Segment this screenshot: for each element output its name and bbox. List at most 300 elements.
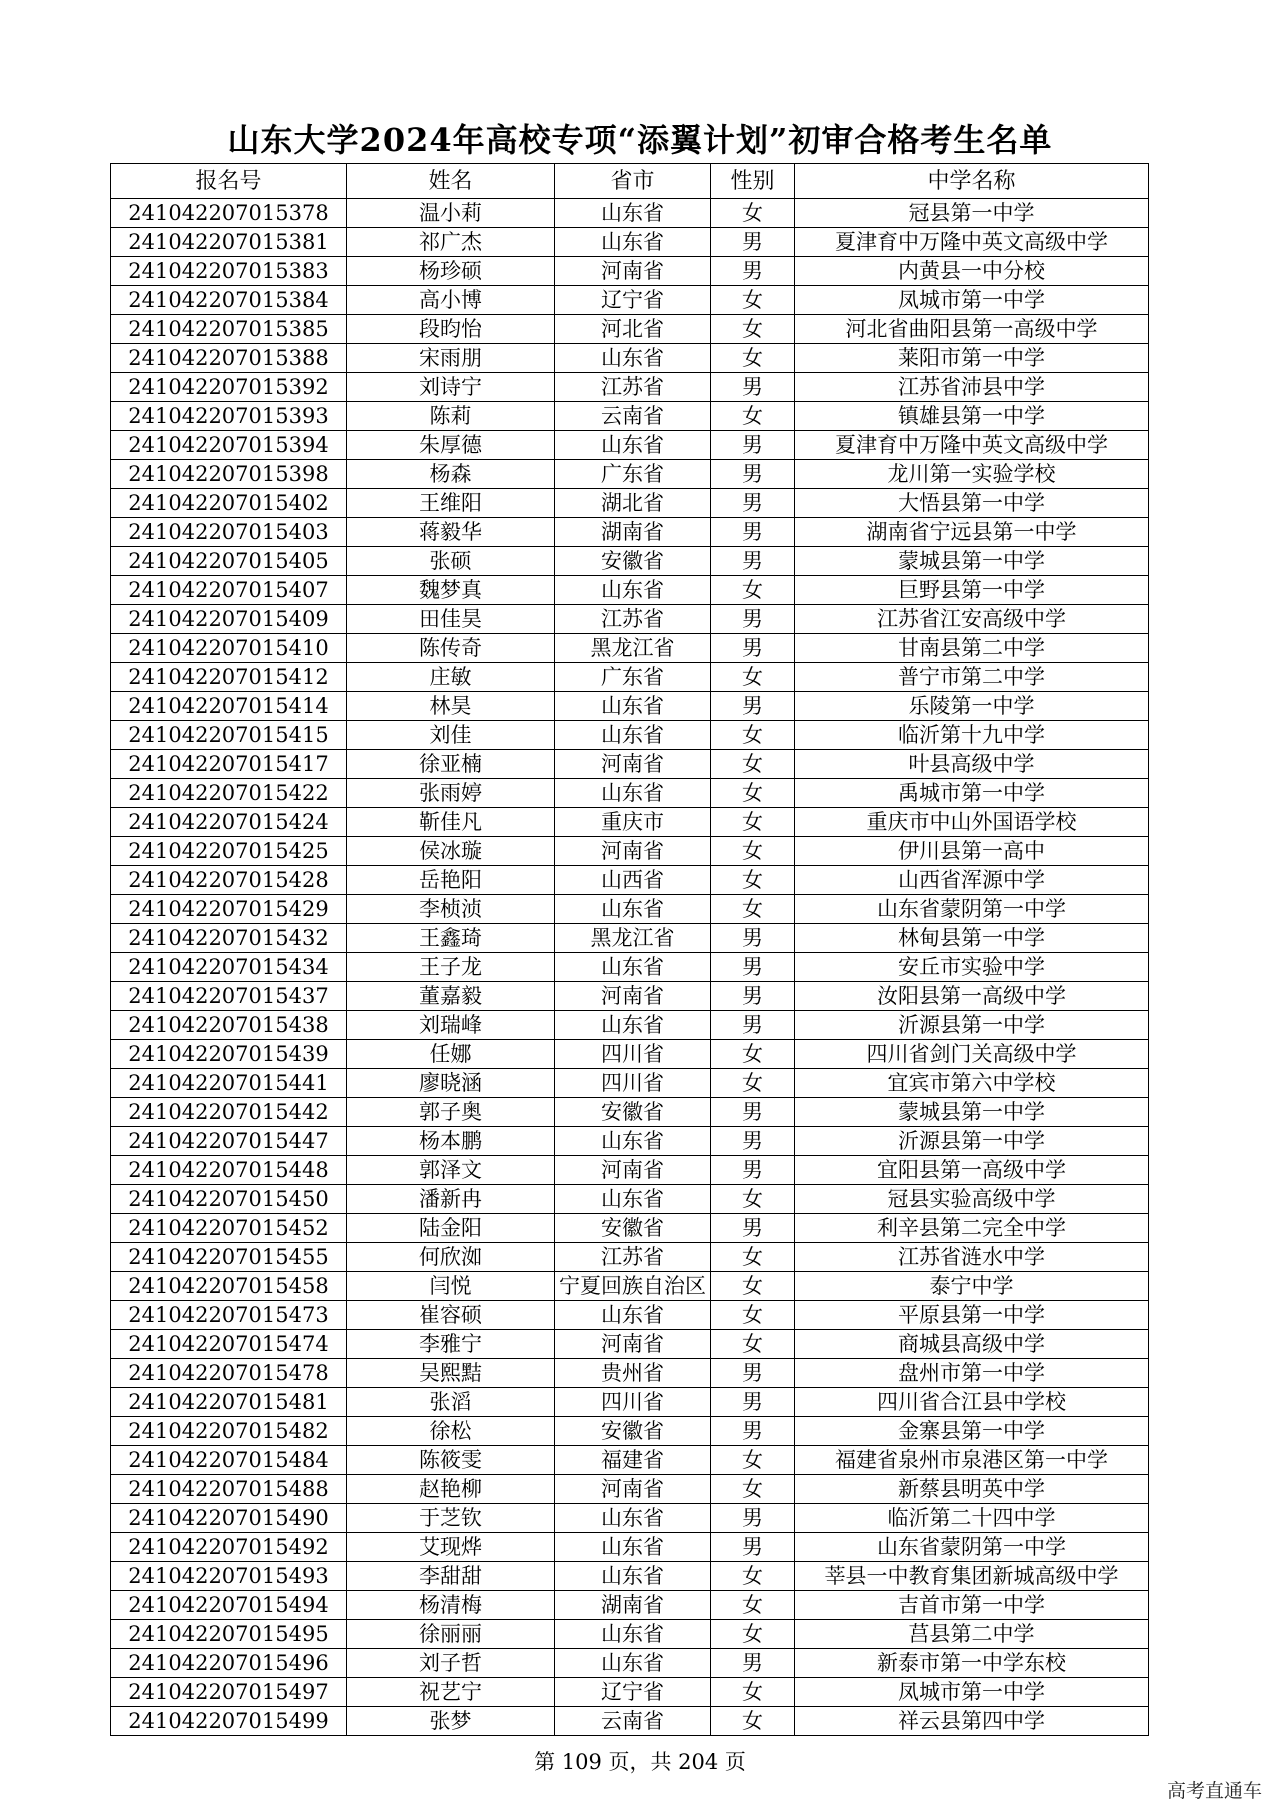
table-row [111, 953, 1149, 982]
cell-name: 刘诗宁 [347, 373, 555, 402]
cell-registration-number: 241042207015432 [111, 924, 347, 953]
cell-name: 侯冰璇 [347, 837, 555, 866]
cell-province: 河南省 [555, 1475, 711, 1504]
cell-school: 河北省曲阳县第一高级中学 [795, 315, 1149, 344]
table-row [111, 460, 1149, 489]
cell-gender: 女 [711, 1620, 795, 1649]
cell-province: 广东省 [555, 460, 711, 489]
cell-province: 云南省 [555, 1707, 711, 1736]
column-header-registration-number: 报名号 [111, 164, 347, 199]
cell-province: 湖南省 [555, 1591, 711, 1620]
cell-name: 徐松 [347, 1417, 555, 1446]
cell-name: 靳佳凡 [347, 808, 555, 837]
cell-province: 山东省 [555, 431, 711, 460]
cell-name: 王子龙 [347, 953, 555, 982]
cell-gender: 女 [711, 1707, 795, 1736]
cell-gender: 男 [711, 1359, 795, 1388]
cell-school: 临沂第十九中学 [795, 721, 1149, 750]
table-row [111, 257, 1149, 286]
cell-registration-number: 241042207015410 [111, 634, 347, 663]
cell-registration-number: 241042207015393 [111, 402, 347, 431]
cell-school: 安丘市实验中学 [795, 953, 1149, 982]
cell-name: 廖晓涵 [347, 1069, 555, 1098]
cell-gender: 男 [711, 1011, 795, 1040]
cell-province: 山西省 [555, 866, 711, 895]
cell-name: 陈莉 [347, 402, 555, 431]
cell-gender: 女 [711, 1591, 795, 1620]
cell-registration-number: 241042207015452 [111, 1214, 347, 1243]
cell-gender: 女 [711, 1040, 795, 1069]
cell-registration-number: 241042207015398 [111, 460, 347, 489]
cell-school: 莘县一中教育集团新城高级中学 [795, 1562, 1149, 1591]
cell-name: 郭泽文 [347, 1156, 555, 1185]
cell-registration-number: 241042207015473 [111, 1301, 347, 1330]
cell-name: 祝艺宁 [347, 1678, 555, 1707]
cell-gender: 男 [711, 1214, 795, 1243]
cell-registration-number: 241042207015388 [111, 344, 347, 373]
cell-registration-number: 241042207015496 [111, 1649, 347, 1678]
cell-school: 冠县实验高级中学 [795, 1185, 1149, 1214]
table-row [111, 1446, 1149, 1475]
cell-school: 普宁市第二中学 [795, 663, 1149, 692]
cell-registration-number: 241042207015494 [111, 1591, 347, 1620]
table-row [111, 373, 1149, 402]
table-body [111, 199, 1149, 1736]
column-header-school: 中学名称 [795, 164, 1149, 199]
cell-school: 伊川县第一高中 [795, 837, 1149, 866]
cell-gender: 男 [711, 373, 795, 402]
cell-registration-number: 241042207015412 [111, 663, 347, 692]
cell-school: 金寨县第一中学 [795, 1417, 1149, 1446]
table-row [111, 1214, 1149, 1243]
table-row [111, 837, 1149, 866]
cell-name: 魏梦真 [347, 576, 555, 605]
cell-name: 张雨婷 [347, 779, 555, 808]
cell-province: 河南省 [555, 1156, 711, 1185]
cell-school: 汝阳县第一高级中学 [795, 982, 1149, 1011]
cell-gender: 女 [711, 286, 795, 315]
table-row [111, 518, 1149, 547]
cell-registration-number: 241042207015438 [111, 1011, 347, 1040]
cell-school: 宜宾市第六中学校 [795, 1069, 1149, 1098]
table-header-row [111, 164, 1149, 199]
cell-registration-number: 241042207015409 [111, 605, 347, 634]
cell-province: 山东省 [555, 953, 711, 982]
cell-name: 潘新冉 [347, 1185, 555, 1214]
cell-gender: 女 [711, 402, 795, 431]
table-row [111, 750, 1149, 779]
table-row [111, 1243, 1149, 1272]
cell-school: 祥云县第四中学 [795, 1707, 1149, 1736]
table-row [111, 576, 1149, 605]
candidate-table [110, 163, 1149, 1736]
cell-registration-number: 241042207015429 [111, 895, 347, 924]
cell-name: 田佳昊 [347, 605, 555, 634]
cell-province: 山东省 [555, 1562, 711, 1591]
cell-name: 杨森 [347, 460, 555, 489]
cell-registration-number: 241042207015385 [111, 315, 347, 344]
cell-gender: 女 [711, 1301, 795, 1330]
cell-province: 山东省 [555, 576, 711, 605]
cell-province: 山东省 [555, 1185, 711, 1214]
cell-province: 四川省 [555, 1069, 711, 1098]
table-row [111, 1272, 1149, 1301]
table-row [111, 663, 1149, 692]
cell-name: 高小博 [347, 286, 555, 315]
cell-gender: 女 [711, 750, 795, 779]
cell-province: 山东省 [555, 1301, 711, 1330]
cell-school: 甘南县第二中学 [795, 634, 1149, 663]
table-row [111, 721, 1149, 750]
cell-school: 夏津育中万隆中英文高级中学 [795, 228, 1149, 257]
cell-name: 蒋毅华 [347, 518, 555, 547]
cell-province: 河南省 [555, 750, 711, 779]
cell-registration-number: 241042207015403 [111, 518, 347, 547]
cell-name: 张滔 [347, 1388, 555, 1417]
table-row [111, 228, 1149, 257]
cell-province: 山东省 [555, 779, 711, 808]
cell-name: 何欣洳 [347, 1243, 555, 1272]
cell-school: 江苏省沛县中学 [795, 373, 1149, 402]
cell-name: 赵艳柳 [347, 1475, 555, 1504]
cell-registration-number: 241042207015384 [111, 286, 347, 315]
cell-school: 重庆市中山外国语学校 [795, 808, 1149, 837]
watermark: 高考直通车 [1166, 1780, 1262, 1802]
cell-school: 盘州市第一中学 [795, 1359, 1149, 1388]
cell-school: 山西省浑源中学 [795, 866, 1149, 895]
cell-registration-number: 241042207015478 [111, 1359, 347, 1388]
page-title: 山东大学2024年高校专项“添翼计划”初审合格考生名单 [227, 121, 1053, 159]
cell-registration-number: 241042207015425 [111, 837, 347, 866]
cell-registration-number: 241042207015448 [111, 1156, 347, 1185]
cell-school: 江苏省江安高级中学 [795, 605, 1149, 634]
cell-name: 于芝钦 [347, 1504, 555, 1533]
cell-province: 广东省 [555, 663, 711, 692]
cell-name: 吴熙黠 [347, 1359, 555, 1388]
cell-gender: 男 [711, 953, 795, 982]
table-row [111, 1475, 1149, 1504]
cell-province: 宁夏回族自治区 [555, 1272, 711, 1301]
cell-registration-number: 241042207015402 [111, 489, 347, 518]
cell-registration-number: 241042207015414 [111, 692, 347, 721]
table-row [111, 315, 1149, 344]
table-row [111, 1040, 1149, 1069]
table-row [111, 1707, 1149, 1736]
table-row [111, 1330, 1149, 1359]
cell-gender: 男 [711, 1533, 795, 1562]
cell-gender: 女 [711, 1330, 795, 1359]
cell-province: 山东省 [555, 1533, 711, 1562]
cell-name: 李桢浈 [347, 895, 555, 924]
cell-gender: 女 [711, 576, 795, 605]
cell-gender: 男 [711, 1504, 795, 1533]
cell-province: 山东省 [555, 1649, 711, 1678]
cell-gender: 女 [711, 315, 795, 344]
page-number: 第 109 页，共 204 页 [534, 1750, 746, 1774]
cell-registration-number: 241042207015437 [111, 982, 347, 1011]
cell-gender: 男 [711, 518, 795, 547]
cell-registration-number: 241042207015378 [111, 199, 347, 228]
cell-name: 刘子哲 [347, 1649, 555, 1678]
table-row [111, 1504, 1149, 1533]
cell-school: 泰宁中学 [795, 1272, 1149, 1301]
table-row [111, 808, 1149, 837]
cell-name: 陈筱雯 [347, 1446, 555, 1475]
table-row [111, 402, 1149, 431]
cell-gender: 女 [711, 779, 795, 808]
cell-name: 祁广杰 [347, 228, 555, 257]
table-row [111, 866, 1149, 895]
cell-province: 黑龙江省 [555, 634, 711, 663]
cell-school: 沂源县第一中学 [795, 1127, 1149, 1156]
cell-gender: 女 [711, 199, 795, 228]
cell-school: 临沂第二十四中学 [795, 1504, 1149, 1533]
cell-province: 山东省 [555, 1620, 711, 1649]
cell-gender: 女 [711, 837, 795, 866]
table-row [111, 1562, 1149, 1591]
cell-name: 任娜 [347, 1040, 555, 1069]
cell-gender: 男 [711, 634, 795, 663]
cell-name: 刘佳 [347, 721, 555, 750]
table-row [111, 982, 1149, 1011]
table-row [111, 1649, 1149, 1678]
cell-gender: 男 [711, 1388, 795, 1417]
cell-province: 福建省 [555, 1446, 711, 1475]
cell-school: 沂源县第一中学 [795, 1011, 1149, 1040]
cell-registration-number: 241042207015441 [111, 1069, 347, 1098]
table-row [111, 1359, 1149, 1388]
cell-gender: 男 [711, 257, 795, 286]
cell-name: 段昀怡 [347, 315, 555, 344]
cell-school: 四川省剑门关高级中学 [795, 1040, 1149, 1069]
cell-registration-number: 241042207015490 [111, 1504, 347, 1533]
cell-registration-number: 241042207015481 [111, 1388, 347, 1417]
cell-province: 山东省 [555, 228, 711, 257]
cell-name: 徐丽丽 [347, 1620, 555, 1649]
cell-registration-number: 241042207015474 [111, 1330, 347, 1359]
cell-gender: 女 [711, 1272, 795, 1301]
cell-name: 李雅宁 [347, 1330, 555, 1359]
table-row [111, 924, 1149, 953]
table-row [111, 1069, 1149, 1098]
cell-province: 山东省 [555, 1504, 711, 1533]
cell-school: 凤城市第一中学 [795, 286, 1149, 315]
table-row [111, 431, 1149, 460]
cell-registration-number: 241042207015405 [111, 547, 347, 576]
cell-gender: 男 [711, 1098, 795, 1127]
cell-registration-number: 241042207015381 [111, 228, 347, 257]
cell-province: 江苏省 [555, 373, 711, 402]
cell-name: 林昊 [347, 692, 555, 721]
cell-gender: 女 [711, 1446, 795, 1475]
cell-name: 陆金阳 [347, 1214, 555, 1243]
table-row [111, 1011, 1149, 1040]
table-row [111, 1127, 1149, 1156]
cell-gender: 女 [711, 1069, 795, 1098]
cell-school: 平原县第一中学 [795, 1301, 1149, 1330]
cell-school: 福建省泉州市泉港区第一中学 [795, 1446, 1149, 1475]
cell-name: 杨珍硕 [347, 257, 555, 286]
cell-gender: 男 [711, 692, 795, 721]
cell-registration-number: 241042207015415 [111, 721, 347, 750]
cell-school: 利辛县第二完全中学 [795, 1214, 1149, 1243]
table-row [111, 286, 1149, 315]
cell-school: 吉首市第一中学 [795, 1591, 1149, 1620]
cell-province: 辽宁省 [555, 286, 711, 315]
table-row [111, 692, 1149, 721]
cell-school: 乐陵第一中学 [795, 692, 1149, 721]
cell-province: 河南省 [555, 1330, 711, 1359]
cell-name: 陈传奇 [347, 634, 555, 663]
cell-registration-number: 241042207015424 [111, 808, 347, 837]
cell-province: 安徽省 [555, 1417, 711, 1446]
cell-school: 大悟县第一中学 [795, 489, 1149, 518]
cell-school: 湖南省宁远县第一中学 [795, 518, 1149, 547]
cell-gender: 女 [711, 663, 795, 692]
cell-name: 刘瑞峰 [347, 1011, 555, 1040]
cell-registration-number: 241042207015492 [111, 1533, 347, 1562]
cell-school: 新蔡县明英中学 [795, 1475, 1149, 1504]
cell-gender: 女 [711, 1475, 795, 1504]
cell-gender: 女 [711, 1678, 795, 1707]
cell-province: 云南省 [555, 402, 711, 431]
cell-name: 闫悦 [347, 1272, 555, 1301]
cell-name: 庄敏 [347, 663, 555, 692]
cell-school: 龙川第一实验学校 [795, 460, 1149, 489]
cell-registration-number: 241042207015458 [111, 1272, 347, 1301]
cell-gender: 女 [711, 1243, 795, 1272]
cell-school: 内黄县一中分校 [795, 257, 1149, 286]
cell-province: 山东省 [555, 1127, 711, 1156]
cell-province: 江苏省 [555, 1243, 711, 1272]
cell-name: 温小莉 [347, 199, 555, 228]
cell-province: 河北省 [555, 315, 711, 344]
cell-province: 山东省 [555, 199, 711, 228]
cell-province: 河南省 [555, 982, 711, 1011]
table-row [111, 1185, 1149, 1214]
cell-name: 李甜甜 [347, 1562, 555, 1591]
cell-province: 四川省 [555, 1040, 711, 1069]
column-header-name: 姓名 [347, 164, 555, 199]
cell-gender: 女 [711, 344, 795, 373]
cell-province: 山东省 [555, 692, 711, 721]
table-row [111, 1301, 1149, 1330]
cell-registration-number: 241042207015428 [111, 866, 347, 895]
cell-gender: 男 [711, 1127, 795, 1156]
cell-school: 叶县高级中学 [795, 750, 1149, 779]
cell-name: 徐亚楠 [347, 750, 555, 779]
cell-registration-number: 241042207015484 [111, 1446, 347, 1475]
cell-school: 莒县第二中学 [795, 1620, 1149, 1649]
cell-gender: 女 [711, 1562, 795, 1591]
column-header-province: 省市 [555, 164, 711, 199]
cell-registration-number: 241042207015439 [111, 1040, 347, 1069]
table-row [111, 1388, 1149, 1417]
cell-province: 河南省 [555, 257, 711, 286]
cell-registration-number: 241042207015488 [111, 1475, 347, 1504]
cell-gender: 男 [711, 460, 795, 489]
cell-gender: 男 [711, 605, 795, 634]
table-row [111, 199, 1149, 228]
cell-gender: 女 [711, 866, 795, 895]
cell-school: 江苏省涟水中学 [795, 1243, 1149, 1272]
cell-school: 山东省蒙阴第一中学 [795, 1533, 1149, 1562]
cell-school: 新泰市第一中学东校 [795, 1649, 1149, 1678]
cell-province: 四川省 [555, 1388, 711, 1417]
cell-registration-number: 241042207015422 [111, 779, 347, 808]
cell-gender: 男 [711, 1417, 795, 1446]
cell-registration-number: 241042207015417 [111, 750, 347, 779]
cell-registration-number: 241042207015434 [111, 953, 347, 982]
cell-gender: 男 [711, 1649, 795, 1678]
table-row [111, 779, 1149, 808]
cell-gender: 女 [711, 721, 795, 750]
cell-gender: 男 [711, 924, 795, 953]
cell-province: 安徽省 [555, 547, 711, 576]
cell-school: 冠县第一中学 [795, 199, 1149, 228]
cell-school: 四川省合江县中学校 [795, 1388, 1149, 1417]
cell-school: 蒙城县第一中学 [795, 1098, 1149, 1127]
cell-gender: 男 [711, 228, 795, 257]
cell-name: 宋雨朋 [347, 344, 555, 373]
cell-gender: 男 [711, 489, 795, 518]
cell-gender: 男 [711, 547, 795, 576]
table-row [111, 344, 1149, 373]
cell-province: 山东省 [555, 1011, 711, 1040]
cell-province: 湖南省 [555, 518, 711, 547]
table-row [111, 605, 1149, 634]
table-row [111, 1098, 1149, 1127]
cell-school: 禹城市第一中学 [795, 779, 1149, 808]
cell-registration-number: 241042207015455 [111, 1243, 347, 1272]
cell-province: 江苏省 [555, 605, 711, 634]
cell-province: 安徽省 [555, 1098, 711, 1127]
cell-registration-number: 241042207015383 [111, 257, 347, 286]
cell-school: 凤城市第一中学 [795, 1678, 1149, 1707]
cell-registration-number: 241042207015495 [111, 1620, 347, 1649]
cell-name: 王鑫琦 [347, 924, 555, 953]
cell-province: 辽宁省 [555, 1678, 711, 1707]
table-row [111, 634, 1149, 663]
cell-school: 宜阳县第一高级中学 [795, 1156, 1149, 1185]
table-row [111, 489, 1149, 518]
table-row [111, 1417, 1149, 1446]
table-row [111, 1156, 1149, 1185]
cell-province: 黑龙江省 [555, 924, 711, 953]
table-row [111, 1591, 1149, 1620]
cell-gender: 女 [711, 1185, 795, 1214]
cell-school: 巨野县第一中学 [795, 576, 1149, 605]
cell-province: 重庆市 [555, 808, 711, 837]
cell-province: 山东省 [555, 895, 711, 924]
cell-gender: 男 [711, 1156, 795, 1185]
cell-school: 镇雄县第一中学 [795, 402, 1149, 431]
table-row [111, 547, 1149, 576]
cell-school: 林甸县第一中学 [795, 924, 1149, 953]
cell-school: 莱阳市第一中学 [795, 344, 1149, 373]
cell-province: 山东省 [555, 344, 711, 373]
cell-school: 商城县高级中学 [795, 1330, 1149, 1359]
cell-name: 董嘉毅 [347, 982, 555, 1011]
cell-name: 张梦 [347, 1707, 555, 1736]
cell-school: 夏津育中万隆中英文高级中学 [795, 431, 1149, 460]
cell-registration-number: 241042207015442 [111, 1098, 347, 1127]
cell-name: 崔容硕 [347, 1301, 555, 1330]
cell-province: 湖北省 [555, 489, 711, 518]
cell-province: 安徽省 [555, 1214, 711, 1243]
cell-name: 杨清梅 [347, 1591, 555, 1620]
cell-name: 张硕 [347, 547, 555, 576]
